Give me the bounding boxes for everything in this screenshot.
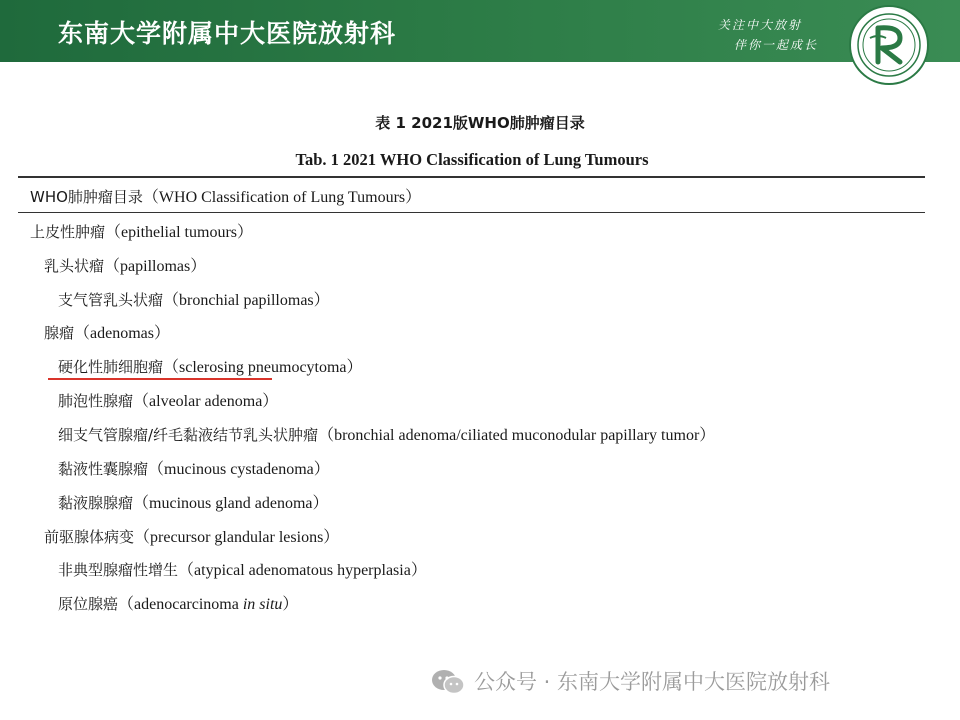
row-cn: 肺泡性腺瘤 — [58, 392, 134, 410]
watermark-text: 公众号 · 东南大学附属中大医院放射科 — [474, 670, 831, 694]
row-en-prefix: （adenocarcinoma — [118, 596, 243, 613]
row-cn: 乳头状瘤 — [44, 257, 105, 275]
table-row-highlighted — [58, 354, 363, 377]
row-cn: 非典型腺瘤性增生 — [58, 561, 179, 579]
row-cn: 前驱腺体病变 — [44, 528, 135, 546]
table-row — [58, 456, 330, 479]
table-row — [58, 557, 427, 580]
row-en: （mucinous cystadenoma） — [148, 461, 330, 478]
row-en: （bronchial adenoma/ciliated muconodular papillary tumor） — [318, 427, 716, 444]
table-row — [58, 422, 715, 445]
row-en-suffix: ） — [282, 596, 299, 613]
hospital-logo-icon — [848, 4, 930, 86]
row-cn: 硬化性肺细胞瘤 — [58, 358, 164, 376]
table-caption-en: Tab. 1 2021 WHO Classification of Lung Tumours — [295, 150, 649, 169]
row-cn: 上皮性肿瘤 — [30, 223, 106, 241]
red-underline-mark — [48, 378, 272, 380]
header-band — [0, 0, 960, 62]
table-row — [44, 320, 170, 343]
row-cn: 细支气管腺瘤/纤毛黏液结节乳头状肿瘤 — [58, 426, 319, 444]
row-en: （atypical adenomatous hyperplasia） — [178, 562, 427, 579]
row-cn: 腺瘤 — [44, 324, 75, 342]
row-en-italic: in situ — [242, 596, 283, 613]
table-caption-cn: 表 1 2021版WHO肺肿瘤目录 — [375, 114, 585, 132]
table-header-rule — [18, 212, 925, 213]
row-en: （WHO Classification of Lung Tumours） — [142, 189, 422, 206]
table-row — [30, 219, 253, 242]
slogan-line-2: 伴你一起成长 — [734, 38, 819, 52]
table-row — [58, 287, 330, 310]
row-en: （epithelial tumours） — [105, 224, 253, 241]
row-cn: 黏液腺腺瘤 — [58, 494, 134, 512]
page-title: 东南大学附属中大医院放射科 — [58, 19, 397, 48]
row-en: （papillomas） — [104, 258, 207, 275]
table-row — [58, 490, 329, 513]
row-cn: 原位腺癌 — [58, 595, 119, 613]
table-row — [44, 253, 206, 276]
row-en: （alveolar adenoma） — [133, 393, 279, 410]
table-row — [58, 388, 278, 411]
row-en: （bronchial papillomas） — [163, 292, 330, 309]
row-en: （sclerosing pneumocytoma） — [163, 359, 363, 376]
table-top-rule — [18, 176, 925, 178]
slogan-line-1: 关注中大放射 — [718, 18, 803, 32]
row-cn: 黏液性囊腺瘤 — [58, 460, 149, 478]
wechat-icon — [430, 668, 466, 696]
row-en: （mucinous gland adenoma） — [133, 495, 329, 512]
row-cn: 支气管乳头状瘤 — [58, 291, 164, 309]
table-row — [58, 591, 298, 614]
table-header-row — [30, 184, 421, 207]
row-en: （precursor glandular lesions） — [134, 529, 340, 546]
table-row — [44, 524, 339, 547]
row-en: （adenomas） — [74, 325, 170, 342]
row-cn: WHO肺肿瘤目录 — [30, 188, 143, 206]
